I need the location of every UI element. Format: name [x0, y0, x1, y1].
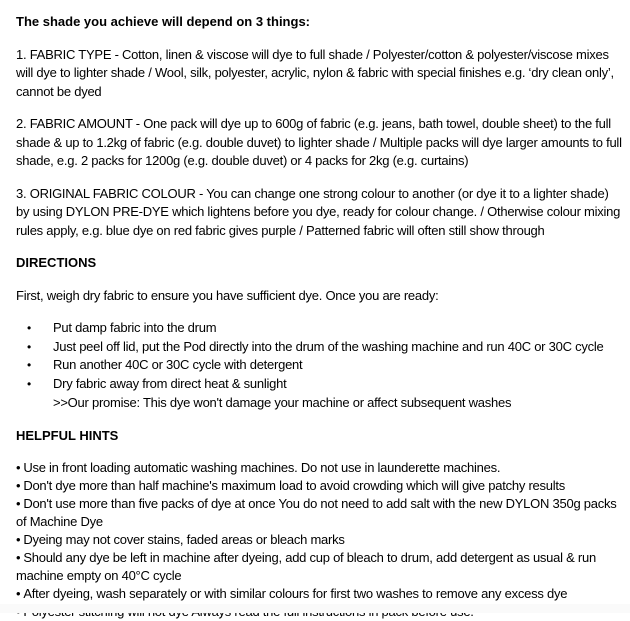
paragraph-fabric-amount: 2. FABRIC AMOUNT - One pack will dye up to 600g of fabric (e.g. jeans, bath towel, double sheet) to the full shade & up to 1.2kg of fabric (e.g. double duvet) to lighter shade / Multiple packs will dye larger amounts to full shade, e.g. 2 packs for 1200g (e.g. double duvet) or 4 packs for 2kg (e.g. curtains)	[16, 116, 622, 168]
hint-item	[16, 531, 624, 549]
bullet-icon: •	[16, 460, 21, 476]
hint-item	[16, 477, 624, 495]
hint-text: Dyeing may not cover stains, faded areas or bleach marks	[23, 532, 345, 548]
bullet-icon: •	[16, 586, 21, 602]
hint-text: Don't use more than five packs of dye at once You do not need to add salt with the new DYLON 350g packs of Machine Dye	[16, 496, 617, 530]
promise-text: >>Our promise: This dye won't damage your machine or affect subsequent washes	[53, 394, 512, 410]
bullet-icon: •	[27, 377, 31, 392]
list-item	[16, 375, 624, 394]
directions-list	[16, 319, 624, 413]
helpful-hints-heading: HELPFUL HINTS	[16, 427, 119, 443]
hint-text: Don't dye more than half machine's maximum load to avoid crowding which will give patchy results	[23, 478, 565, 494]
bullet-icon: •	[16, 478, 21, 494]
page-bottom-edge	[0, 604, 630, 613]
helpful-hints-list	[16, 459, 624, 621]
bullet-icon: •	[16, 496, 21, 512]
paragraph-original-fabric-colour: 3. ORIGINAL FABRIC COLOUR - You can change one strong colour to another (or dye it to a lighter shade) by using DYLON PRE-DYE which lightens before you dye, ready for colour change. / Otherwise colour mixing rules apply, e.g. blue dye on red fabric gives purple / Patterned fabric will often still show through	[16, 185, 621, 238]
hint-text: Should any dye be left in machine after dyeing, add cup of bleach to drum, add detergent as usual & run machine empty on 40°C cycle	[16, 550, 596, 584]
paragraph-fabric-type: 1. FABRIC TYPE - Cotton, linen & viscose will dye to full shade / Polyester/cotton & polyester/viscose mixes will dye to lighter shade / Wool, silk, polyester, acrylic, nylon & fabric with special finishes e.g. ‘dry clean only’, cannot be dyed	[16, 46, 614, 99]
list-item	[16, 356, 624, 375]
bullet-icon: •	[16, 532, 21, 548]
step-text: Dry fabric away from direct heat & sunlight	[53, 376, 287, 392]
list-item	[16, 338, 624, 357]
directions-intro: First, weigh dry fabric to ensure you have sufficient dye. Once you are ready:	[16, 287, 439, 303]
hint-item	[16, 585, 624, 603]
step-text: Run another 40C or 30C cycle with detergent	[53, 357, 303, 373]
hint-text: After dyeing, wash separately or with similar colours for first two washes to remove any excess dye	[23, 586, 568, 602]
hint-item	[16, 495, 624, 531]
bullet-icon: •	[27, 339, 31, 354]
bullet-icon: •	[27, 358, 31, 373]
list-item	[16, 319, 624, 338]
step-text: Put damp fabric into the drum	[53, 320, 217, 335]
page-title: The shade you achieve will depend on 3 things:	[16, 14, 310, 29]
bullet-icon: •	[16, 550, 21, 566]
promise-note	[16, 394, 624, 413]
directions-heading: DIRECTIONS	[16, 255, 97, 270]
hint-item	[16, 549, 624, 585]
hint-item	[16, 459, 624, 477]
bullet-icon: •	[27, 321, 31, 335]
step-text: Just peel off lid, put the Pod directly into the drum of the washing machine and run 40C or 30C cycle	[53, 338, 604, 354]
hint-text: Use in front loading automatic washing machines. Do not use in launderette machines.	[23, 460, 501, 476]
